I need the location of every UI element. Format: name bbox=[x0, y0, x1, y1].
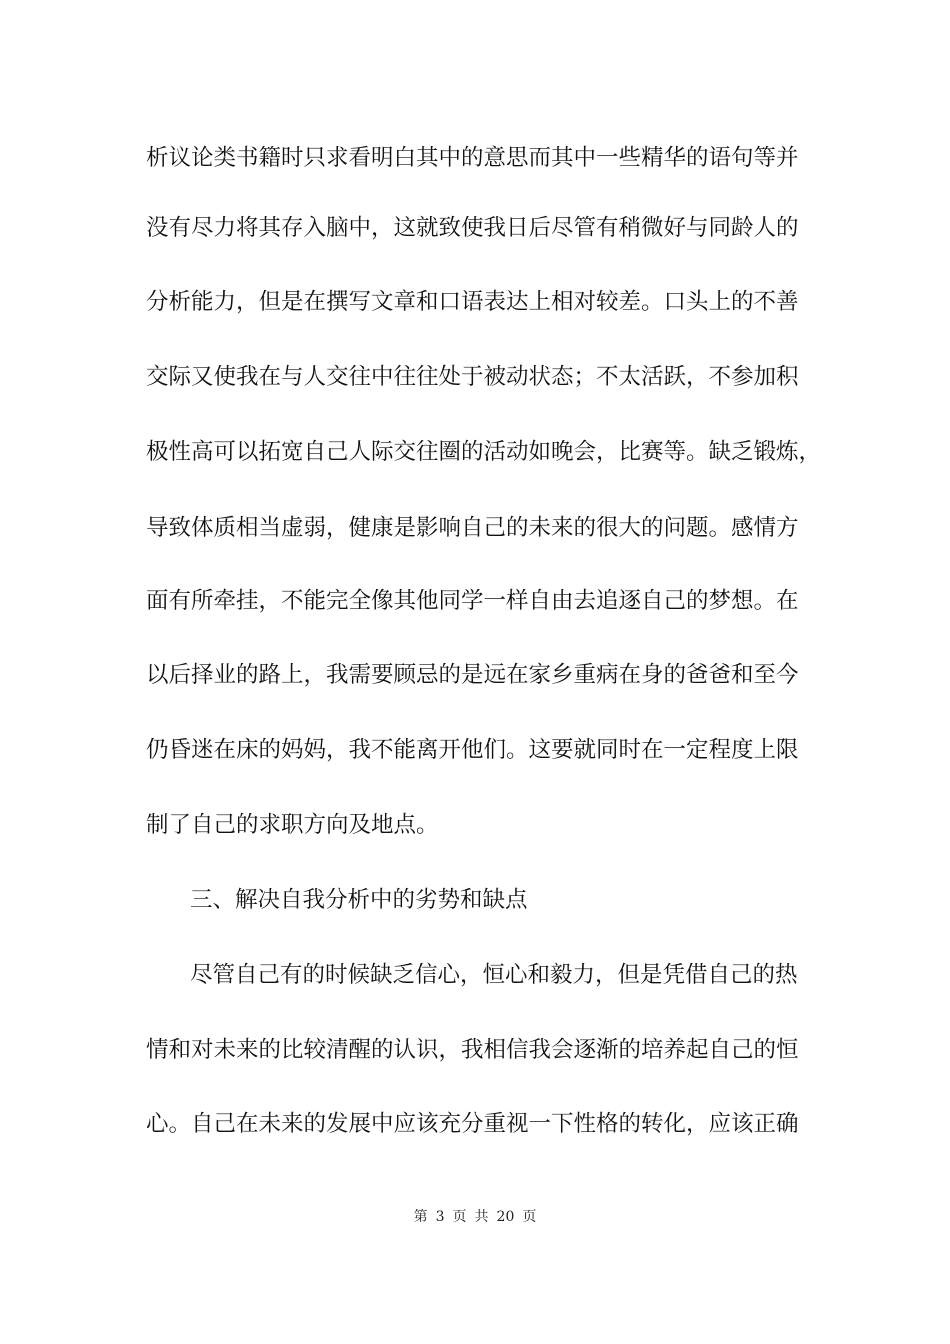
body-line-10: 制了自己的求职方向及地点。 bbox=[146, 812, 439, 838]
para2-line-2: 情和对未来的比较清醒的认识，我相信我会逐渐的培养起自己的恒 bbox=[146, 1037, 799, 1063]
body-line-5: 极性高可以拓宽自己人际交往圈的活动如晚会，比赛等。缺乏锻炼， bbox=[146, 439, 822, 465]
body-line-9: 仍昏迷在床的妈妈，我不能离开他们。这要就同时在一定程度上限 bbox=[146, 737, 799, 763]
footer-prefix: 第 bbox=[413, 1209, 428, 1225]
footer-current-page: 3 bbox=[435, 1209, 445, 1225]
footer-total-pages: 20 bbox=[496, 1209, 515, 1225]
body-line-8: 以后择业的路上，我需要顾忌的是远在家乡重病在身的爸爸和至今 bbox=[146, 662, 799, 688]
body-line-6: 导致体质相当虚弱，健康是影响自己的未来的很大的问题。感情方 bbox=[146, 515, 799, 541]
para2-line-1: 尽管自己有的时候缺乏信心，恒心和毅力，但是凭借自己的热 bbox=[190, 962, 798, 988]
body-line-3: 分析能力，但是在撰写文章和口语表达上相对较差。口头上的不善 bbox=[146, 289, 799, 315]
section-heading: 三、解决自我分析中的劣势和缺点 bbox=[190, 887, 528, 913]
footer-page-word: 页 bbox=[452, 1209, 467, 1225]
body-line-7: 面有所牵挂，不能完全像其他同学一样自由去追逐自己的梦想。在 bbox=[146, 588, 799, 614]
page-footer bbox=[0, 1206, 950, 1228]
body-line-4: 交际又使我在与人交往中往往处于被动状态；不太活跃，不参加积 bbox=[146, 364, 799, 390]
footer-suffix: 页 bbox=[522, 1209, 537, 1225]
body-line-2: 没有尽力将其存入脑中，这就致使我日后尽管有稍微好与同龄人的 bbox=[146, 215, 799, 241]
para2-line-3: 心。自己在未来的发展中应该充分重视一下性格的转化，应该正确 bbox=[146, 1111, 799, 1137]
body-line-1: 析议论类书籍时只求看明白其中的意思而其中一些精华的语句等并 bbox=[146, 145, 799, 171]
footer-total-word: 共 bbox=[474, 1209, 489, 1225]
